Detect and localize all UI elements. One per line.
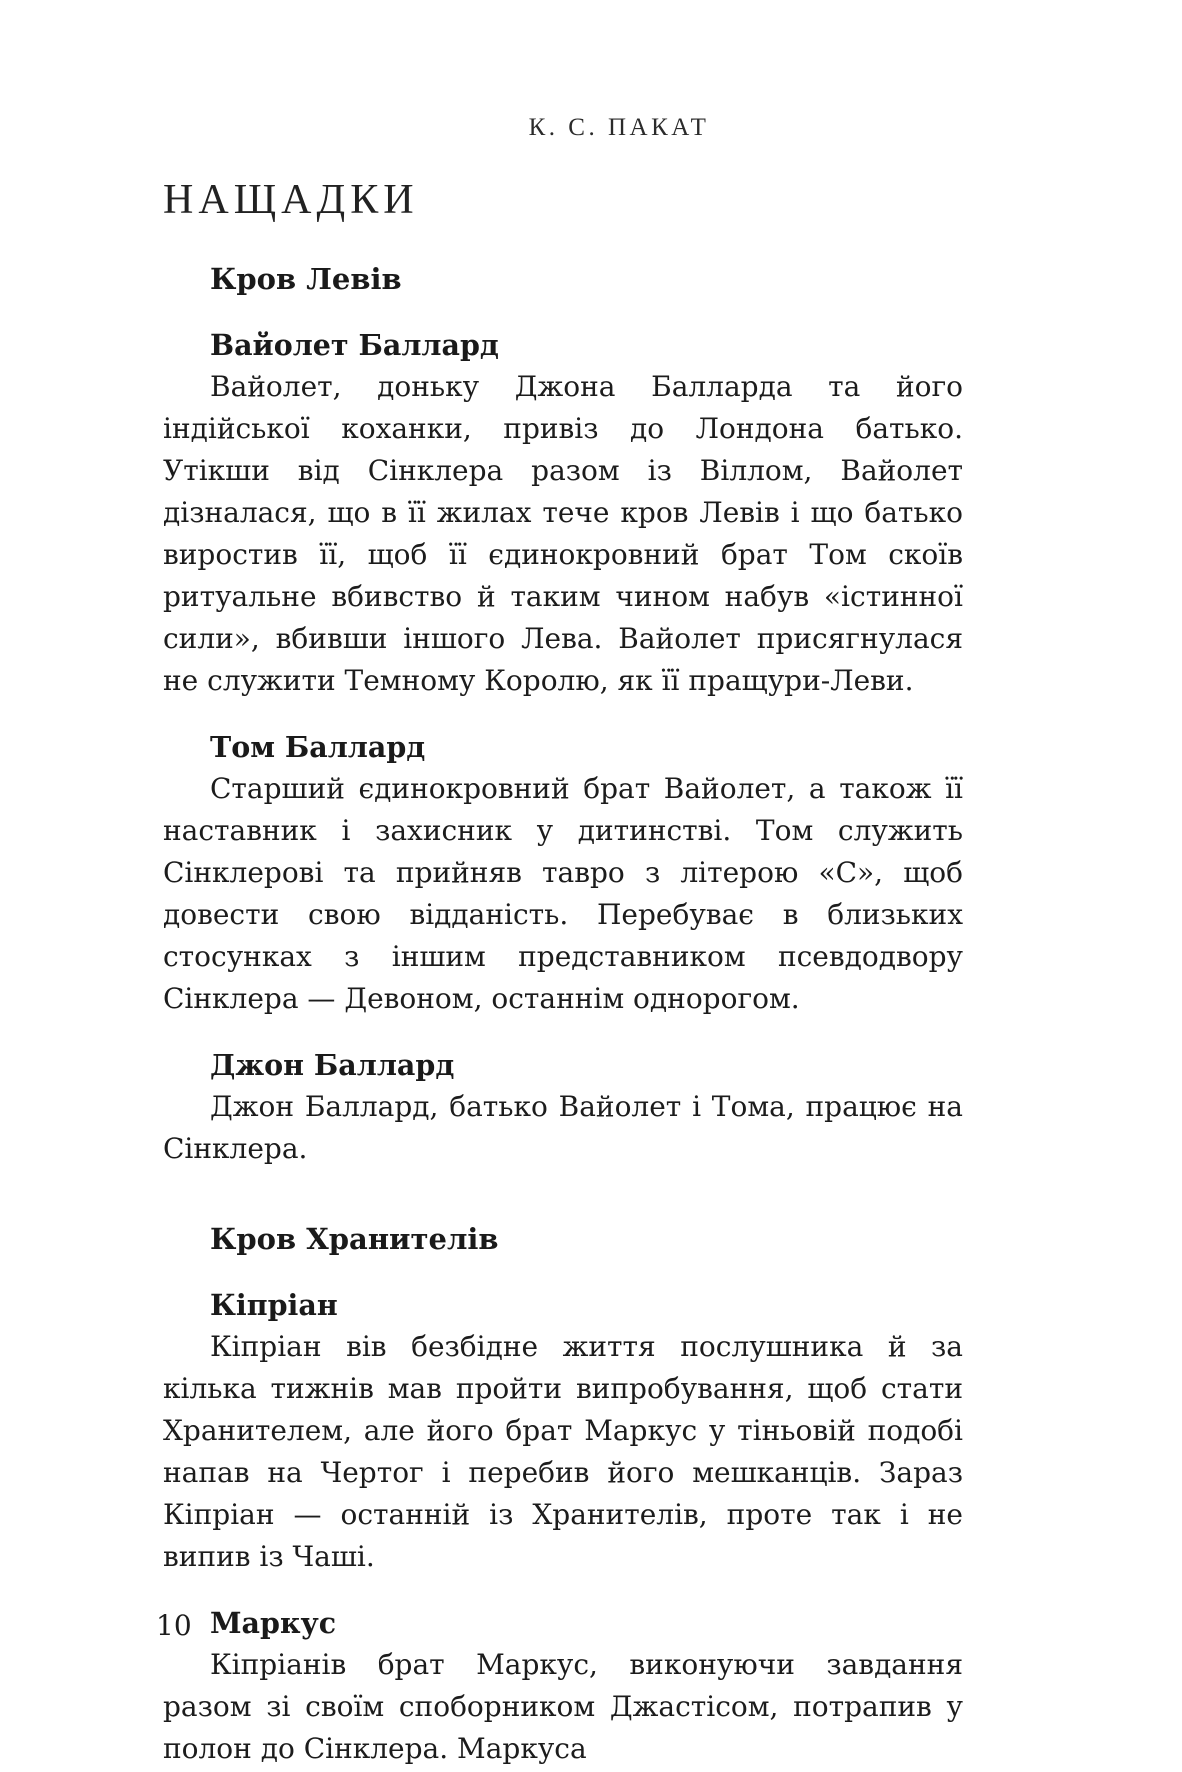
character-description: Джон Баллард, батько Вайолет і Тома, працює на Сінклера. bbox=[163, 1090, 963, 1165]
character-description: Кіпріанів брат Маркус, виконуючи завдання разом зі своїм споборником Джастісом, потрапив у полон до Сінклера. Маркуса bbox=[163, 1648, 963, 1765]
character-name: Кіпріан bbox=[210, 1288, 338, 1322]
character-description: Вайолет, доньку Джона Балларда та його індійської коханки, привіз до Лондона батько. Утікши від Сінклера разом із Віллом, Вайолет дізналася, що в її жилах тече кров Левів і що батько виростив її, щоб її єдинокровний брат Том скоїв ритуальне вбивство й таким чином набув «істинної сили», вбивши іншого Лева. Вайолет присягнулася не служити Темному Королю, як її пращури-Леви. bbox=[163, 370, 963, 697]
running-header-author: К. С. ПАКАТ bbox=[528, 114, 710, 141]
character-entry bbox=[163, 1044, 963, 1170]
section-blood-of-lions bbox=[163, 258, 963, 1170]
character-description: Старший єдинокровний брат Вайолет, а також її наставник і захисник у дитинстві. Том служить Сінклерові та прийняв тавро з літерою «С», щоб довести свою відданість. Перебуває в близьких стосунках з іншим представником псевдодвору Сінклера — Девоном, останнім однорогом. bbox=[163, 772, 963, 1015]
page-number: 10 bbox=[156, 1609, 192, 1642]
section-blood-of-stewards bbox=[163, 1218, 963, 1770]
character-entry bbox=[163, 324, 963, 702]
section-heading: Кров Хранителів bbox=[210, 1222, 499, 1256]
character-entry bbox=[163, 1602, 963, 1770]
character-description: Кіпріан вів безбідне життя послушника й за кілька тижнів мав пройти випробування, щоб стати Хранителем, але його брат Маркус у тіньовій подобі напав на Чертог і перебив його мешканців. Зараз Кіпріан — останній із Хранителів, проте так і не випив із Чаші. bbox=[163, 1330, 963, 1573]
character-name: Маркус bbox=[210, 1606, 337, 1640]
character-name: Том Баллард bbox=[210, 730, 426, 764]
character-name: Джон Баллард bbox=[210, 1048, 455, 1082]
character-entry bbox=[163, 1284, 963, 1578]
section-heading: Кров Левів bbox=[210, 262, 402, 296]
character-entry bbox=[163, 726, 963, 1020]
character-name: Вайолет Баллард bbox=[210, 328, 499, 362]
page-content bbox=[163, 118, 963, 1770]
page-title: НАЩАДКИ bbox=[163, 177, 419, 223]
